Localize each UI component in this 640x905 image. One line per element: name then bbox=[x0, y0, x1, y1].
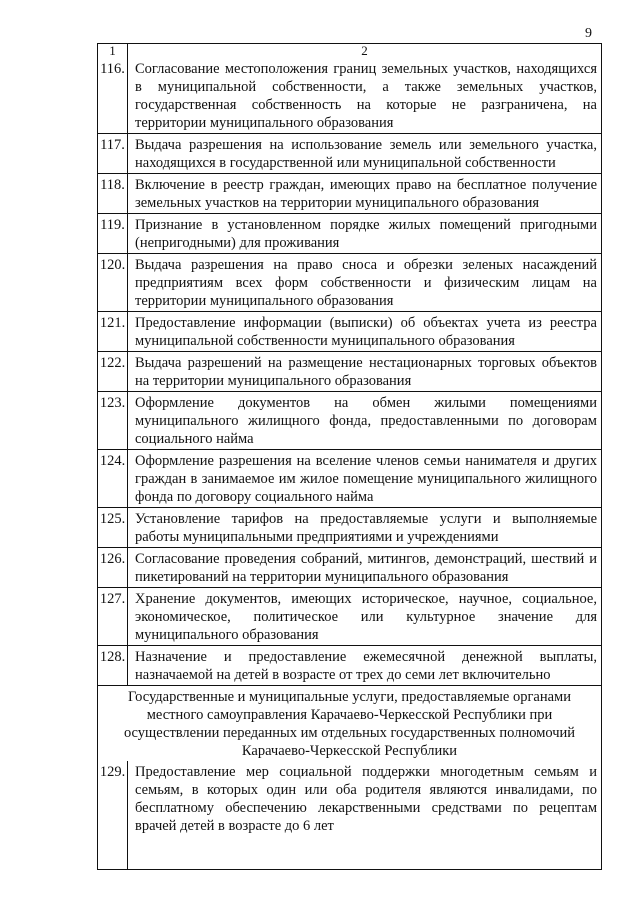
service-description: Выдача разрешения на использование земель или земельного участка, находящихся в государственной или муниципальной собственности bbox=[135, 137, 597, 171]
row-number: 126. bbox=[98, 548, 128, 587]
row-number: 127. bbox=[98, 588, 128, 645]
rows-group-municipal bbox=[98, 58, 601, 685]
row-number: 124. bbox=[98, 450, 128, 507]
service-description: Установление тарифов на предоставляемые услуги и выполняемые работы муниципальными предприятиями и учреждениями bbox=[135, 511, 597, 545]
service-description: Оформление документов на обмен жилыми помещениями муниципального жилищного фонда, предоставленными по договорам социального найма bbox=[135, 395, 597, 447]
column-header-description: 2 bbox=[361, 43, 368, 58]
page-number: 9 bbox=[585, 26, 592, 41]
service-description: Согласование местоположения границ земельных участков, находящихся в муниципальной собственности, а также земельных участков, государственная собственность на которые не разграничена, на территории муниципального образования bbox=[135, 61, 597, 131]
table-row bbox=[98, 58, 601, 133]
column-header-number: 1 bbox=[98, 44, 128, 58]
table-row bbox=[98, 645, 601, 685]
table-row bbox=[98, 173, 601, 213]
row-number: 125. bbox=[98, 508, 128, 547]
table-row bbox=[98, 587, 601, 645]
service-description: Предоставление мер социальной поддержки многодетным семьям и семьям, в которых один или оба родителя являются инвалидами, по бесплатному обеспечению лекарственными средствами по рецептам врачей детей в возрасте до 6 лет bbox=[135, 764, 597, 834]
row-number: 117. bbox=[98, 134, 128, 173]
row-number: 116. bbox=[98, 58, 128, 133]
table-row bbox=[98, 311, 601, 351]
services-table bbox=[97, 43, 602, 870]
row-number: 118. bbox=[98, 174, 128, 213]
service-description: Предоставление информации (выписки) об объектах учета из реестра муниципальной собственности муниципального образования bbox=[135, 315, 597, 349]
service-description: Выдача разрешения на право сноса и обрезки зеленых насаждений предприятиям всех форм собственности и физическим лицам на территории муниципального образования bbox=[135, 257, 597, 309]
table-row bbox=[98, 547, 601, 587]
service-description: Согласование проведения собраний, митингов, демонстраций, шествий и пикетирований на территории муниципального образования bbox=[135, 551, 597, 585]
row-number: 128. bbox=[98, 646, 128, 685]
row-number: 129. bbox=[98, 761, 128, 869]
service-description: Признание в установленном порядке жилых помещений пригодными (непригодными) для проживания bbox=[135, 217, 597, 251]
table-row bbox=[98, 351, 601, 391]
table-header-row bbox=[98, 44, 601, 58]
row-number: 123. bbox=[98, 392, 128, 449]
rows-group-state bbox=[98, 761, 601, 869]
table-row bbox=[98, 449, 601, 507]
section-heading: Государственные и муниципальные услуги, предоставляемые органами местного самоуправления Карачаево-Черкесской Республики при осуществлении переданных им отдельных государственных полномочий Карачаево-Черкесской Республики bbox=[98, 685, 601, 761]
row-number: 122. bbox=[98, 352, 128, 391]
table-row bbox=[98, 761, 601, 869]
table-row bbox=[98, 391, 601, 449]
service-description: Включение в реестр граждан, имеющих право на бесплатное получение земельных участков на территории муниципального образования bbox=[135, 177, 597, 211]
table-row bbox=[98, 253, 601, 311]
service-description: Выдача разрешений на размещение нестационарных торговых объектов на территории муниципального образования bbox=[135, 355, 597, 389]
row-number: 120. bbox=[98, 254, 128, 311]
row-number: 119. bbox=[98, 214, 128, 253]
table-row bbox=[98, 213, 601, 253]
service-description: Оформление разрешения на вселение членов семьи нанимателя и других граждан в занимаемое им жилое помещение муниципального жилищного фонда по договору социального найма bbox=[135, 453, 597, 505]
row-number: 121. bbox=[98, 312, 128, 351]
service-description: Назначение и предоставление ежемесячной денежной выплаты, назначаемой на детей в возрасте от трех до семи лет включительно bbox=[135, 649, 597, 683]
table-row bbox=[98, 507, 601, 547]
service-description: Хранение документов, имеющих историческое, научное, социальное, экономическое, политическое или культурное значение для муниципального образования bbox=[135, 591, 597, 643]
table-row bbox=[98, 133, 601, 173]
